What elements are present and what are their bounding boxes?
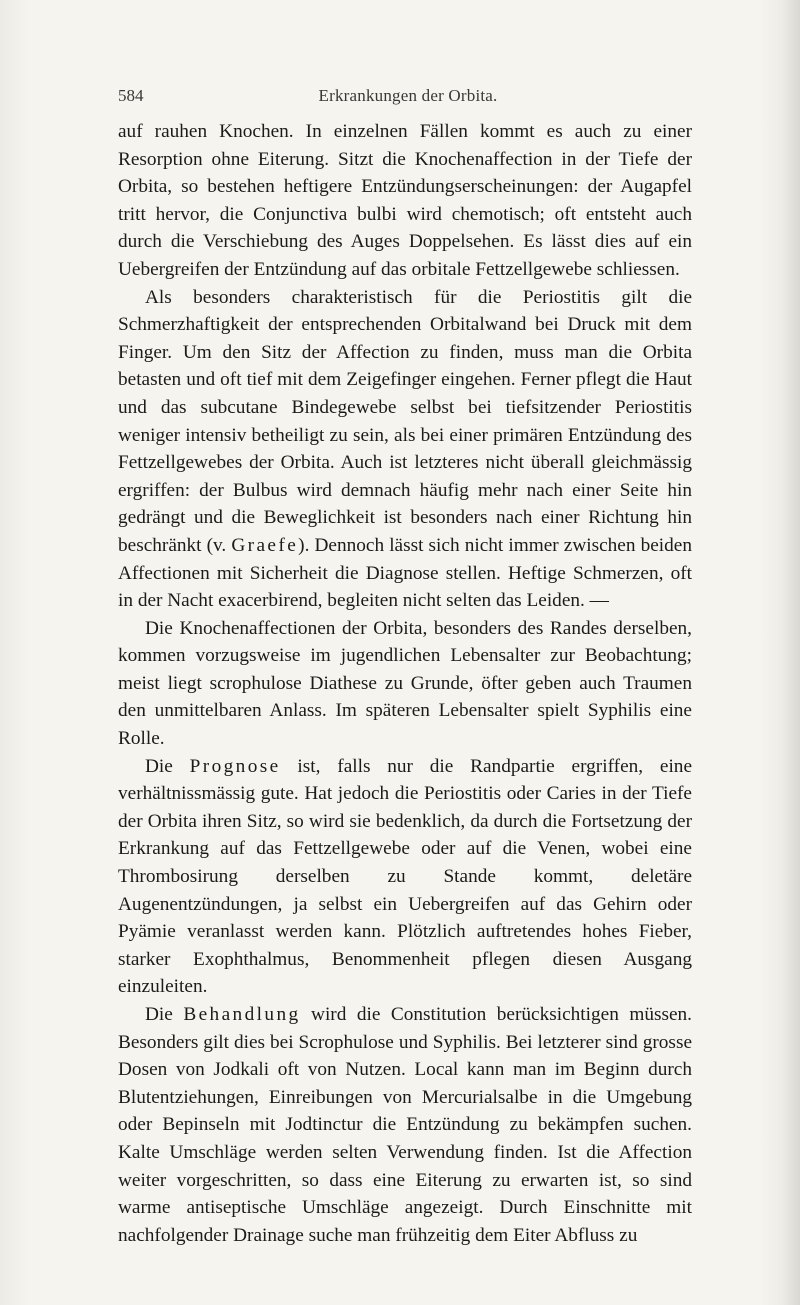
section-term-prognose: Prognose	[189, 755, 281, 777]
paragraph-lead: Die	[145, 1004, 184, 1025]
paragraph-2	[118, 284, 692, 615]
paragraph-text: ist, falls nur die Randpartie ergriffen, eine verhältnissmässig gute. Hat jedoch die Periostitis oder Caries in der Tiefe der Orbita ihren Sitz, so wird sie bedenklich, da durch die Fortsetzung der Erkrankung auf das Fettzellgewebe oder auf die Venen, wobei eine Thrombosirung derselben zu Stande kommt, deletäre Augenentzündungen, ja selbst ein Uebergreifen auf das Gehirn oder Pyämie veranlasst werden kann. Plötzlich auftretendes hohes Fieber, starker Exophthalmus, Benommenheit pflegen diesen Ausgang einzuleiten.	[118, 755, 693, 998]
page-edge-shadow	[782, 0, 800, 1305]
paragraph-text-after: ). Dennoch lässt sich nicht immer zwischen beiden Affectionen mit Sicherheit die Diagnose stellen. Heftige Schmerzen, oft in der Nacht exacerbirend, begleiten nicht selten das Leiden. —	[118, 534, 692, 612]
running-title: Erkrankungen der Orbita.	[318, 86, 498, 105]
paragraph-text: Die Knochenaffectionen der Orbita, besonders des Randes derselben, kommen vorzugsweise im jugendlichen Lebensalter zur Beobachtung; meist liegt scrophulose Diathese zu Grunde, öfter geben auch Traumen den unmittelbaren Anlass. Im späteren Lebensalter spielt Syphilis eine Rolle.	[118, 617, 692, 750]
paragraph-lead: Die	[145, 755, 190, 777]
paragraph-1	[118, 118, 692, 284]
author-name-graefe: Graefe	[231, 534, 299, 556]
paragraph-prognose	[118, 753, 692, 1001]
section-term-behandlung: Behandlung	[183, 1004, 301, 1025]
paragraph-3	[118, 615, 692, 753]
paragraph-text: Als besonders charakteristisch für die Periostitis gilt die Schmerzhaftigkeit der entsprechenden Orbitalwand bei Druck mit dem Finger. Um den Sitz der Affection zu finden, muss man die Orbita betasten und oft tief mit dem Zeigefinger eingehen. Ferner pflegt die Haut und das subcutane Bindegewebe selbst bei tiefsitzender Periostitis weniger intensiv betheiligt zu sein, als bei einer primären Entzündung des Fettzellgewebes der Orbita. Auch ist letzteres nicht überall gleichmässig ergriffen: der Bulbus wird demnach häufig mehr nach einer Seite hin gedrängt und die Beweglichkeit ist besonders nach einer Richtung hin beschränkt (v.	[118, 286, 692, 556]
body-text	[118, 118, 692, 1249]
paragraph-text: wird die Constitution berücksichtigen müssen. Besonders gilt dies bei Scrophulose und Syphilis. Bei letzterer sind grosse Dosen von Jodkali oft von Nutzen. Local kann man im Beginn durch Blutentziehungen, Einreibungen von Mercurialsalbe in die Umgebung oder Bepinseln mit Jodtinctur die Entzündung zu bekämpfen suchen. Kalte Umschläge werden selten Verwendung finden. Ist die Affection weiter vorgeschritten, so dass eine Eiterung zu erwarten ist, so sind warme antiseptische Umschläge angezeigt. Durch Einschnitte mit nachfolgender Drainage suche man frühzeitig dem Eiter Abfluss zu	[118, 1004, 692, 1246]
paragraph-text: auf rauhen Knochen. In einzelnen Fällen kommt es auch zu einer Resorption ohne Eiterung. Sitzt die Knochenaffection in der Tiefe der Orbita, so bestehen heftigere Entzündungserscheinungen: der Augapfel tritt hervor, die Conjunctiva bulbi wird chemotisch; oft entsteht auch durch die Verschiebung des Auges Doppelsehen. Es lässt dies auf ein Uebergreifen der Entzündung auf das orbitale Fettzellgewebe schliessen.	[118, 121, 692, 280]
paragraph-behandlung	[118, 1001, 692, 1249]
page-header	[118, 86, 698, 112]
page-number: 584	[118, 86, 144, 105]
